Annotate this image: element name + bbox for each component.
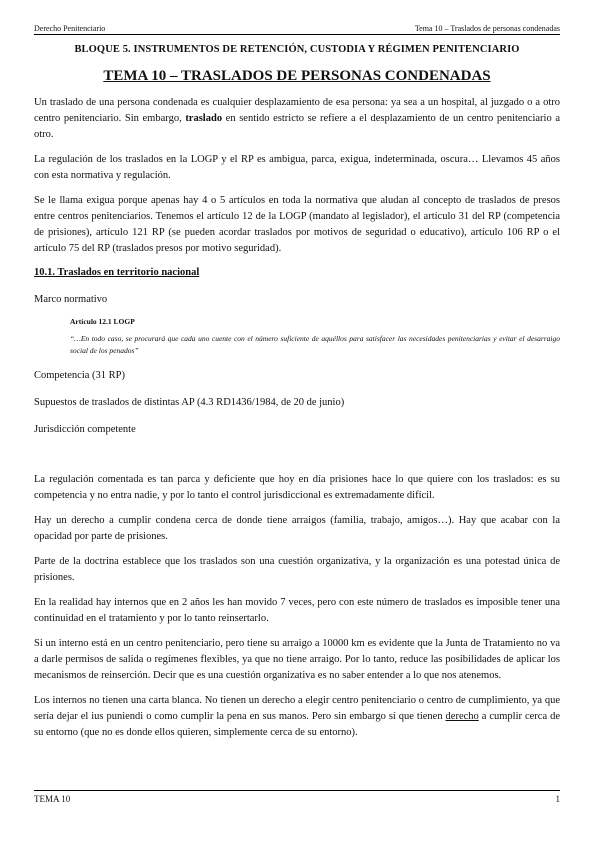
paragraph-derecho-arraigo: Hay un derecho a cumplir condena cerca de donde tiene arraigos (familia, trabajo, amigos…). Hay que acabar con la opacidad por parte de prisiones. <box>34 515 560 542</box>
paragraph-carta-blanca <box>34 693 560 741</box>
paragraph-definition <box>34 95 560 143</box>
paragraph-text: en sentido estricto se refiere a el desplazamiento de un centro penitenciario a otro. <box>34 113 560 140</box>
page-number: 1 <box>555 794 560 804</box>
page-header <box>34 22 560 35</box>
block-heading: BLOQUE 5. INSTRUMENTOS DE RETENCIÓN, CUSTODIA Y RÉGIMEN PENITENCIARIO <box>74 44 520 55</box>
header-course-name: Derecho Penitenciario <box>34 24 106 33</box>
label-jurisdiccion: Jurisdicción competente <box>34 424 136 435</box>
label-marco-normativo: Marco normativo <box>34 294 108 305</box>
label-competencia: Competencia (31 RP) <box>34 370 125 381</box>
document-body <box>34 95 560 741</box>
paragraph-articles: Se le llama exigua porque apenas hay 4 o 5 artículos en toda la normativa que aludan al concepto de traslados de presos entre centros penitenciarios. Tenemos el artículo 12 de la LOGP (mandato al legislador), el artículo 31 del RP (competencia de prisiones), artículo 121 RP (se pueden acordar traslados por motivos de seguridad o educativo), artículo 106 RP o el artículo 75 del RP (traslados presos por motivo seguridad). <box>34 195 560 254</box>
article-quote: “…En todo caso, se procurará que cada uno cuente con el número suficiente de aquéllos para satisfacer las necesidades penitenciarias y evitar el desarraigo social de los penados” <box>70 334 560 355</box>
page-footer <box>34 790 560 803</box>
label-supuestos: Supuestos de traslados de distintas AP (4.3 RD1436/1984, de 20 de junio) <box>34 397 345 408</box>
header-topic-name: Tema 10 – Traslados de personas condenadas <box>414 24 560 33</box>
article-title: Artículo 12.1 LOGP <box>70 317 135 326</box>
page-title-text: TEMA 10 – TRASLADOS DE PERSONAS CONDENADAS <box>103 68 491 84</box>
section-heading: 10.1. Traslados en territorio nacional <box>34 267 200 278</box>
footer-topic: TEMA 10 <box>34 794 71 804</box>
paragraph-interno-lejos: Si un interno está en un centro penitenciario, pero tiene su arraigo a 10000 km es evidente que la Junta de Tratamiento no va a darle permisos de salida o regímenes flexibles, ya que no tiene arraigo. Por lo tanto, reduce las posibilidades de aplicar los mecanismos de reinserción. Decir que es una cuestión organizativa es no saber entender a lo que nos atenemos. <box>34 638 560 681</box>
paragraph-regulation: La regulación de los traslados en la LOGP y el RP es ambigua, parca, exigua, indeterminada, oscura… Llevamos 45 años con esta normativa y regulación. <box>34 154 560 181</box>
paragraph-text: a cumplir cerca de su entorno (que no es donde ellos quieren, simplemente cerca de su entorno). <box>34 711 560 738</box>
paragraph-realidad: En la realidad hay internos que en 2 años les han movido 7 veces, pero con este número de traslados es imposible tener una continuidad en el tratamiento y por lo tanto reinsertarlo. <box>34 597 560 624</box>
bold-term: traslado <box>185 113 223 124</box>
paragraph-text: Los internos no tienen una carta blanca. No tienen un derecho a elegir centro penitenciario o centro de cumplimiento, ya que sería dejar el ius puniendi o como cumplir la pena en sus manos. Pero sin embargo sí que tienen <box>34 695 560 722</box>
page-title <box>34 68 560 85</box>
paragraph-text: Un traslado de una persona condenada es cualquier desplazamiento de esa persona: ya sea a un hospital, al juzgado o a otro centro penitenciario. Sin embargo, <box>34 97 560 124</box>
paragraph-doctrina: Parte de la doctrina establece que los traslados son una cuestión organizativa, y la organización es una potestad única de prisiones. <box>34 556 560 583</box>
underlined-term: derecho <box>445 711 479 722</box>
paragraph-parca: La regulación comentada es tan parca y deficiente que hoy en día prisiones hace lo que quiere con los traslados: es su competencia y no entra nadie, y por lo tanto el control jurisdiccional es extremadamente difícil. <box>34 474 560 501</box>
